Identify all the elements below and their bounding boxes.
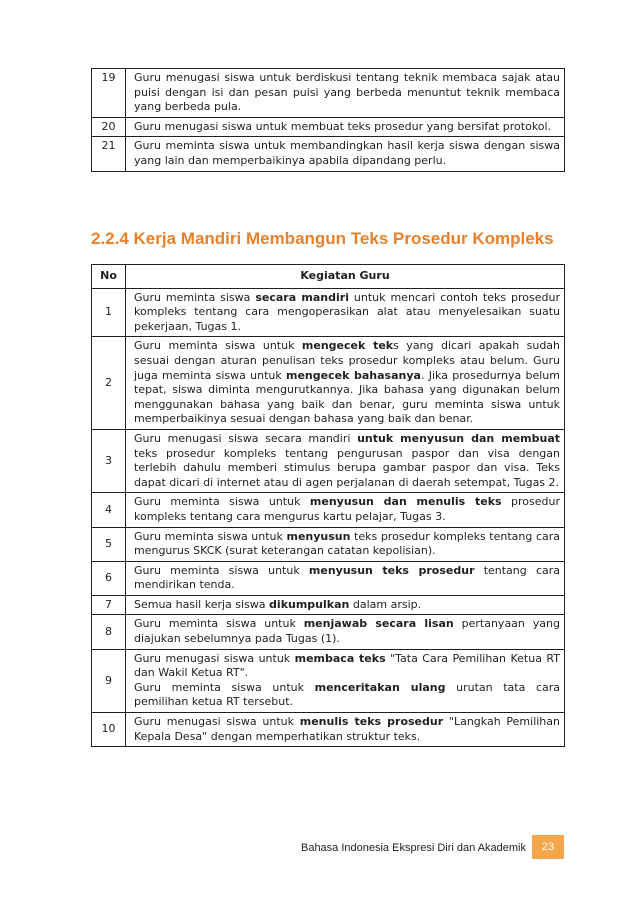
footer-book-title: Bahasa Indonesia Ekspresi Diri dan Akademik	[300, 842, 526, 854]
text-segment: Guru meminta siswa untuk	[134, 529, 287, 543]
row-activity-text	[126, 429, 565, 492]
emphasis-text: dikumpulkan	[269, 597, 350, 611]
table-row	[92, 527, 565, 561]
text-segment: teks prosedur kompleks tentang cara mengurus SKCK (surat keterangan catatan kepolisian).	[134, 529, 560, 558]
row-activity-text	[126, 527, 565, 561]
text-segment: "Langkah Pemilihan Kepala Desa" dengan memperhatikan struktur teks.	[134, 715, 560, 743]
row-number: 6	[92, 561, 126, 595]
page-number: 23	[532, 835, 564, 859]
text-segment: "Tata Cara Pemilihan Ketua RT dan Wakil Ketua RT".	[134, 651, 560, 680]
row-number: 9	[92, 649, 126, 712]
text-segment: Guru menugasi siswa secara mandiri	[134, 431, 358, 445]
row-text: Guru menugasi siswa untuk berdiskusi tentang teknik membaca sajak atau puisi dengan isi dan pesan puisi yang berbeda menuntut teknik membaca yang berbeda pula.	[126, 69, 565, 118]
row-number: 4	[92, 493, 126, 527]
table-row	[92, 561, 565, 595]
text-segment: teks prosedur kompleks tentang pengurusan paspor dan visa dengan terlebih dahulu memberi stimulus berupa gambar paspor dan visa. Teks dapat dicari di internet atau di agen perjalanan di daerah setempat, Tugas 2.	[134, 446, 560, 489]
row-number: 1	[92, 288, 126, 337]
text-segment: Guru meminta siswa untuk	[134, 339, 302, 353]
emphasis-text: menyusun dan menulis teks	[309, 495, 502, 509]
top-activity-table	[91, 68, 565, 172]
section-heading: 2.2.4 Kerja Mandiri Membangun Teks Prosedur Kompleks	[91, 229, 554, 248]
header-activity: Kegiatan Guru	[126, 265, 565, 289]
row-number: 20	[92, 117, 126, 137]
row-number: 8	[92, 615, 126, 649]
text-segment: tentang cara mendirikan tenda.	[134, 563, 560, 592]
table-row	[92, 595, 565, 615]
emphasis-text: menyusun	[286, 529, 351, 543]
text-segment: . Jika prosedurnya belum tepat, siswa diminta mengurutkannya. Jika bahasa yang digunakan belum menggunakan bahasa yang baik dan benar, guru meminta siswa untuk memperbaikinya sesuai dengan bahasa yang baik dan benar.	[134, 368, 560, 426]
row-activity-text	[126, 337, 565, 430]
table-row	[92, 288, 565, 337]
text-segment: Semua hasil kerja siswa	[134, 597, 270, 611]
text-segment: Guru meminta siswa untuk	[134, 617, 304, 631]
activity-table-body	[92, 288, 565, 747]
row-activity-text	[126, 595, 565, 615]
row-activity-text	[126, 493, 565, 527]
top-table-body	[92, 69, 565, 172]
row-number: 5	[92, 527, 126, 561]
row-number: 19	[92, 69, 126, 118]
text-segment: dalam arsip.	[349, 597, 422, 611]
table-row	[92, 615, 565, 649]
row-number: 21	[92, 137, 126, 171]
text-segment: Guru meminta siswa untuk	[134, 680, 315, 694]
text-segment: Guru menugasi siswa untuk	[134, 715, 300, 729]
text-segment: s yang dicari apakah sudah sesuai dengan aturan penulisan teks prosedur kompleks atau belum. Guru juga meminta siswa untuk	[134, 339, 561, 382]
row-activity-text	[126, 615, 565, 649]
table-header-row	[92, 265, 565, 289]
emphasis-text: mengecek bahasanya	[286, 368, 421, 382]
activity-table	[91, 264, 565, 747]
text-segment: Guru meminta siswa untuk	[134, 495, 310, 509]
row-activity-text	[126, 713, 565, 747]
row-activity-text	[126, 561, 565, 595]
emphasis-text: secara mandiri	[255, 290, 349, 304]
row-number: 2	[92, 337, 126, 430]
table-row	[92, 649, 565, 712]
text-segment: pertanyaan yang diajukan sebelumnya pada Tugas (1).	[134, 617, 560, 646]
text-segment: Guru menugasi siswa untuk	[134, 651, 295, 665]
row-activity-text	[126, 649, 565, 712]
row-number: 7	[92, 595, 126, 615]
emphasis-text: menulis teks prosedur	[299, 715, 444, 729]
emphasis-text: untuk menyusun dan membuat	[357, 431, 561, 445]
table-row	[92, 493, 565, 527]
table-row	[92, 337, 565, 430]
text-segment: Guru meminta siswa	[134, 290, 256, 304]
row-number: 10	[92, 713, 126, 747]
table-row	[92, 117, 565, 137]
text-segment: urutan tata cara pemilihan ketua RT tersebut.	[134, 680, 560, 709]
emphasis-text: menyusun teks prosedur	[308, 563, 475, 577]
header-no: No	[92, 265, 126, 289]
table-row	[92, 69, 565, 118]
table-row	[92, 137, 565, 171]
table-row	[92, 713, 565, 747]
row-text: Guru menugasi siswa untuk membuat teks prosedur yang bersifat protokol.	[126, 117, 565, 137]
emphasis-text: menceritakan ulang	[314, 680, 446, 694]
text-segment: Guru meminta siswa untuk	[134, 563, 309, 577]
emphasis-text: mengecek tek	[301, 339, 394, 353]
emphasis-text: menjawab secara lisan	[303, 617, 454, 631]
text-segment: untuk mencari contoh teks prosedur kompleks tentang cara mengoperasikan alat atau menyelesaikan suatu pekerjaan, Tugas 1.	[134, 290, 561, 333]
emphasis-text: membaca teks	[294, 651, 386, 665]
row-activity-text	[126, 288, 565, 337]
table-row	[92, 429, 565, 492]
text-segment: prosedur kompleks tentang cara mengurus kartu pelajar, Tugas 3.	[134, 495, 561, 523]
row-number: 3	[92, 429, 126, 492]
row-text: Guru meminta siswa untuk membandingkan hasil kerja siswa dengan siswa yang lain dan memperbaikinya apabila dipandang perlu.	[126, 137, 565, 171]
